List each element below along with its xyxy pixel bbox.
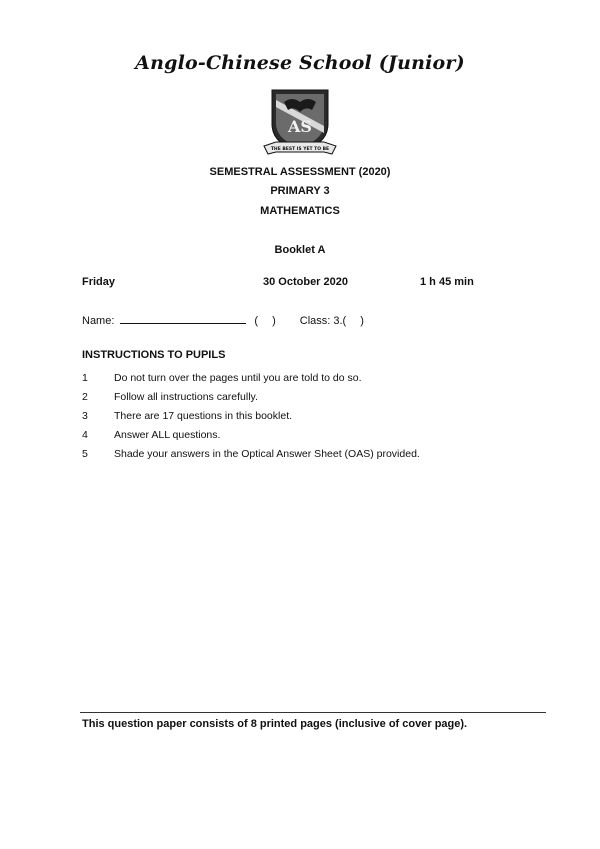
crest-letters: AS bbox=[288, 117, 312, 136]
student-info-row bbox=[82, 313, 364, 327]
exam-duration: 1 h 45 min bbox=[420, 276, 474, 288]
instruction-number: 3 bbox=[82, 409, 88, 422]
list-item bbox=[82, 425, 420, 444]
index-close: ) bbox=[272, 315, 276, 327]
footer-divider bbox=[80, 712, 546, 713]
class-label: Class: 3.( bbox=[299, 315, 347, 327]
instruction-text: Follow all instructions carefully. bbox=[114, 390, 258, 403]
name-field[interactable] bbox=[120, 313, 246, 324]
list-item bbox=[82, 387, 420, 406]
list-item bbox=[82, 406, 420, 425]
instruction-text: Do not turn over the pages until you are told to do so. bbox=[114, 371, 362, 384]
instruction-text: Shade your answers in the Optical Answer Sheet (OAS) provided. bbox=[114, 447, 420, 460]
footer-note: This question paper consists of 8 printed pages (inclusive of cover page). bbox=[82, 718, 468, 730]
instructions-list bbox=[82, 368, 420, 463]
list-item bbox=[82, 444, 420, 463]
subject-title: MATHEMATICS bbox=[260, 205, 340, 217]
instruction-number: 5 bbox=[82, 447, 88, 460]
assessment-title: SEMESTRAL ASSESSMENT (2020) bbox=[209, 166, 391, 178]
exam-day: Friday bbox=[82, 276, 116, 288]
instructions-heading: INSTRUCTIONS TO PUPILS bbox=[82, 349, 226, 361]
instruction-number: 4 bbox=[82, 428, 88, 441]
instruction-text: Answer ALL questions. bbox=[114, 428, 221, 441]
instruction-text: There are 17 questions in this booklet. bbox=[114, 409, 293, 422]
instruction-number: 2 bbox=[82, 390, 88, 403]
booklet-title: Booklet A bbox=[274, 244, 326, 256]
instruction-number: 1 bbox=[82, 371, 88, 384]
school-crest-icon bbox=[262, 86, 338, 160]
crest-motto: THE BEST IS YET TO BE bbox=[270, 147, 330, 152]
level-title: PRIMARY 3 bbox=[270, 185, 330, 197]
list-item bbox=[82, 368, 420, 387]
index-open: ( bbox=[254, 315, 259, 327]
class-close: ) bbox=[360, 315, 364, 327]
exam-date: 30 October 2020 bbox=[263, 276, 348, 288]
name-label: Name: bbox=[82, 315, 115, 327]
school-name: Anglo-Chinese School (Junior) bbox=[135, 52, 465, 74]
